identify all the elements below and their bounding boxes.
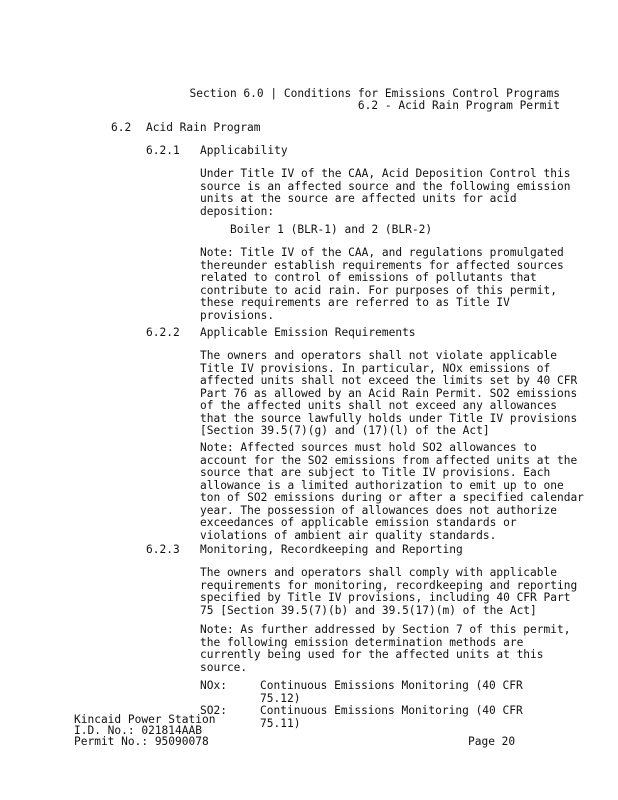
subsection-title-emission: Applicable Emission Requirements [200, 326, 416, 339]
text-line: Part 76 as allowed by an Acid Rain Permit. SO2 emissions [200, 386, 578, 400]
text-line: contribute to acid rain. For purposes of this permit, [200, 283, 557, 297]
method-text: Continuous Emissions Monitoring (40 CFR 75.11) [260, 704, 523, 730]
applicability-note [200, 246, 564, 322]
text-line: these requirements are referred to as Title IV [200, 296, 510, 309]
emission-methods-list [200, 680, 560, 730]
text-line: year. The possession of allowances does not authorize [200, 503, 557, 517]
section-header: Section 6.0 | Conditions for Emissions Control Programs [189, 87, 560, 100]
text-line: 75 [Section 39.5(7)(b) and 39.5(17)(m) of the Act] [200, 603, 537, 617]
text-line: source that are subject to Title IV provisions. Each [200, 466, 551, 479]
text-line: units at the source are affected units for acid [200, 192, 517, 205]
monitoring-note [200, 623, 571, 674]
subsection-title-monitoring: Monitoring, Recordkeeping and Reporting [200, 543, 463, 556]
method-row [200, 680, 560, 705]
text-line: provisions. [200, 308, 275, 322]
text-line: thereunder establish requirements for affected sources [200, 258, 564, 272]
subsection-title-applicability: Applicability [200, 144, 288, 157]
text-line: allowance is a limited authorization to emit up to one [200, 478, 564, 492]
text-line: Note: Title IV of the CAA, and regulations promulgated [200, 246, 564, 259]
text-line: ton of SO2 emissions during or after a specified calendar [200, 491, 584, 504]
emission-requirements-note [200, 441, 584, 542]
subsection-number-applicability: 6.2.1 [146, 144, 180, 157]
text-line: Under Title IV of the CAA, Acid Deposition Control this [200, 167, 571, 180]
section-number: 6.2 [111, 121, 132, 134]
pollutant-label: NOx: [200, 679, 227, 692]
text-line: Title IV provisions. In particular, NOx emissions of [200, 361, 551, 375]
text-line: Note: As further addressed by Section 7 of this permit, [200, 623, 571, 636]
text-line: of the affected units shall not exceed any allowances [200, 399, 557, 412]
monitoring-paragraph [200, 566, 578, 617]
method-text: Continuous Emissions Monitoring (40 CFR 75.12) [260, 679, 523, 705]
section-title: Acid Rain Program [146, 121, 261, 134]
text-line: requirements for monitoring, recordkeeping and reporting [200, 578, 578, 592]
method-row [200, 705, 560, 730]
text-line: account for the SO2 emissions from affected units at the [200, 453, 578, 467]
footer-station: Kincaid Power Station [74, 713, 216, 726]
text-line: source. [200, 660, 248, 674]
subsection-number-emission: 6.2.2 [146, 326, 180, 339]
pollutant-label: SO2: [200, 704, 227, 717]
text-line: specified by Title IV provisions, including 40 CFR Part [200, 591, 571, 604]
text-line: exceedances of applicable emission standards or [200, 516, 517, 529]
text-line: [Section 39.5(7)(g) and (17)(l) of the Act] [200, 424, 490, 437]
text-line: deposition: [200, 204, 275, 218]
text-line: affected units shall not exceed the limits set by 40 CFR [200, 374, 578, 387]
text-line: The owners and operators shall not violate applicable [200, 349, 557, 362]
footer-page-number: Page 20 [468, 735, 516, 748]
text-line: the following emission determination methods are [200, 635, 524, 649]
applicability-paragraph [200, 167, 571, 218]
text-line: source is an affected source and the following emission [200, 179, 571, 193]
text-line: The owners and operators shall comply with applicable [200, 566, 557, 579]
text-line: currently being used for the affected units at this [200, 648, 544, 661]
footer-id-number: I.D. No.: 021814AAB [74, 724, 202, 737]
subsection-number-monitoring: 6.2.3 [146, 543, 180, 556]
text-line: Note: Affected sources must hold SO2 allowances to [200, 441, 537, 454]
footer-permit-number: Permit No.: 95090078 [74, 735, 209, 748]
emission-requirements-paragraph [200, 349, 578, 438]
subsection-header: 6.2 - Acid Rain Program Permit [357, 99, 560, 112]
text-line: related to control of emissions of pollutants that [200, 271, 537, 284]
text-line: violations of ambient air quality standards. [200, 528, 497, 542]
affected-units: Boiler 1 (BLR-1) and 2 (BLR-2) [230, 223, 433, 236]
text-line: that the source lawfully holds under Title IV provisions [200, 411, 578, 425]
